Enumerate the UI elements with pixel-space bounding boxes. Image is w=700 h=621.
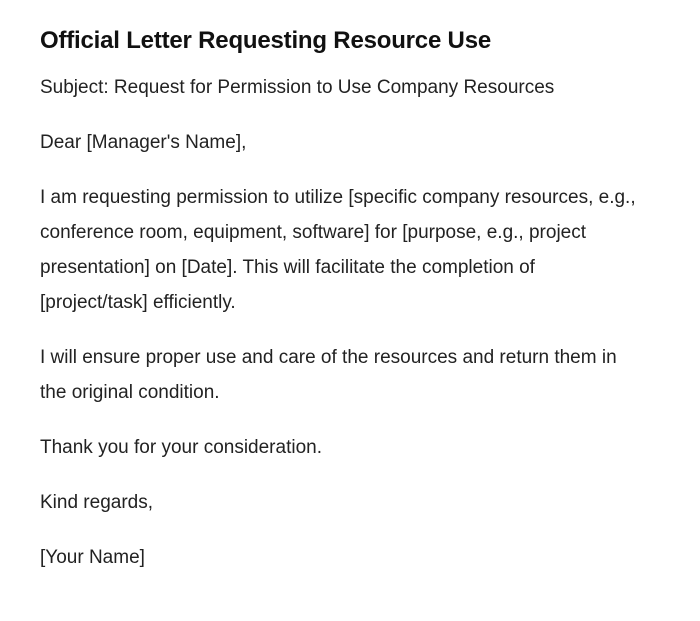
thanks-line: Thank you for your consideration. — [40, 437, 322, 458]
salutation: Dear [Manager's Name], — [40, 132, 247, 153]
signature-placeholder: [Your Name] — [40, 547, 145, 568]
body-paragraph-request: I am requesting permission to utilize [specific company resources, e.g., conference room, equipment, software] for [purpose, e.g., project presentation] on [Date]. This will facilitate the completion of [project/task] efficiently. — [40, 187, 636, 313]
closing-line: Kind regards, — [40, 492, 154, 513]
subject-line: Subject: Request for Permission to Use Company Resources — [40, 77, 555, 98]
letter — [40, 24, 640, 595]
body-paragraph-assurance: I will ensure proper use and care of the resources and return them in the original condition. — [40, 347, 617, 403]
letter-title: Official Letter Requesting Resource Use — [40, 27, 491, 54]
